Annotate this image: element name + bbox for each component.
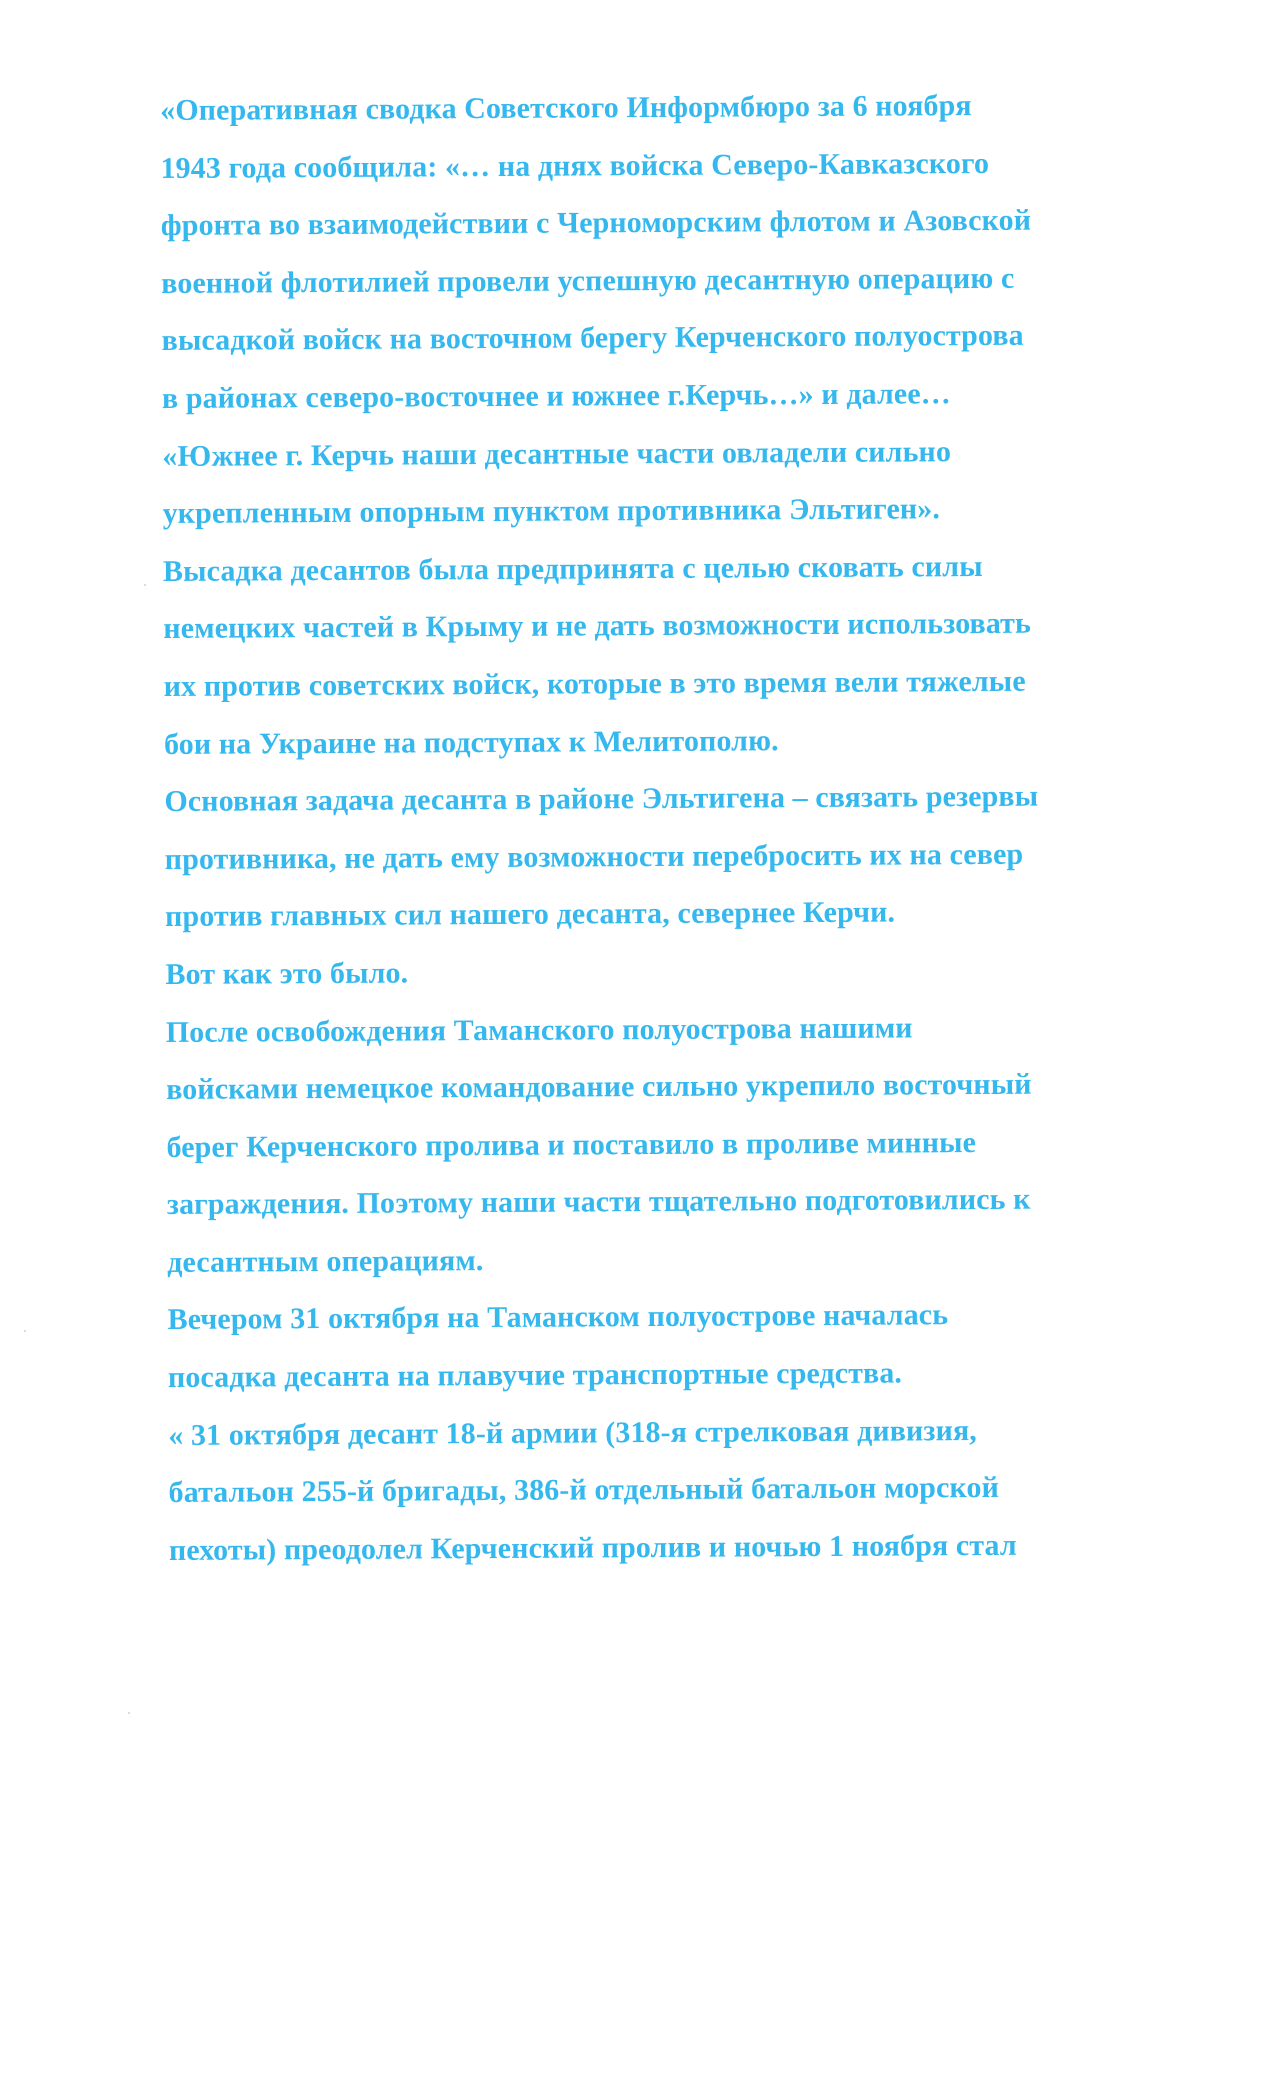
text-line: высадкой войск на восточном берегу Керченского полуострова xyxy=(161,319,1024,358)
text-line: войсками немецкое командование сильно укрепило восточный xyxy=(166,1067,1032,1107)
text-line: в районах северо-восточнее и южнее г.Керчь…» и далее… xyxy=(161,377,951,415)
text-line: против главных сил нашего десанта, севернее Керчи. xyxy=(164,895,896,934)
text-line: противника, не дать ему возможности перебросить их на север xyxy=(164,837,1024,876)
text-line: укрепленным опорным пунктом противника Эльтиген». xyxy=(162,492,941,531)
text-line: «Оперативная сводка Советского Информбюро за 6 ноября xyxy=(160,89,972,127)
scan-speck xyxy=(144,584,146,586)
text-line: десантным операциям. xyxy=(167,1243,484,1279)
text-line: военной флотилией провели успешную десантную операцию с xyxy=(161,261,1015,300)
text-line: немецких частей в Крыму и не дать возможности использовать xyxy=(163,607,1032,646)
text-line: пехоты) преодолел Керченский пролив и ночью 1 ноября стал xyxy=(168,1528,1017,1567)
text-line: « 31 октября десант 18-й армии (318-я стрелковая дивизия, xyxy=(168,1413,977,1452)
scan-speck xyxy=(24,1330,26,1332)
text-line: Высадка десантов была предпринята с целью сковать силы xyxy=(162,549,983,588)
text-line: бои на Украине на подступах к Мелитополю. xyxy=(163,723,779,761)
text-line: берег Керченского пролива и поставило в проливе минные xyxy=(166,1125,977,1164)
text-line: фронта во взаимодействии с Черноморским флотом и Азовской xyxy=(160,203,1032,243)
text-line: Вечером 31 октября на Таманском полуострове началась xyxy=(167,1298,949,1337)
text-line: посадка десанта на плавучие транспортные средства. xyxy=(167,1356,903,1395)
text-line: Вот как это было. xyxy=(165,956,409,991)
text-line: После освобождения Таманского полуострова нашими xyxy=(165,1010,913,1049)
text-line: Основная задача десанта в районе Эльтигена – связать резервы xyxy=(164,779,1039,819)
scan-speck xyxy=(128,1712,130,1714)
text-line: их против советских войск, которые в это время вели тяжелые xyxy=(163,664,1026,703)
text-line: «Южнее г. Керчь наши десантные части овладели сильно xyxy=(162,434,952,473)
text-line: батальон 255-й бригады, 386-й отдельный батальон морской xyxy=(168,1471,1000,1510)
text-line: 1943 года сообщила: «… на днях войска Северо-Кавказского xyxy=(160,146,990,185)
document-text xyxy=(160,76,1169,1580)
text-line: заграждения. Поэтому наши части тщательно подготовились к xyxy=(166,1182,1031,1222)
